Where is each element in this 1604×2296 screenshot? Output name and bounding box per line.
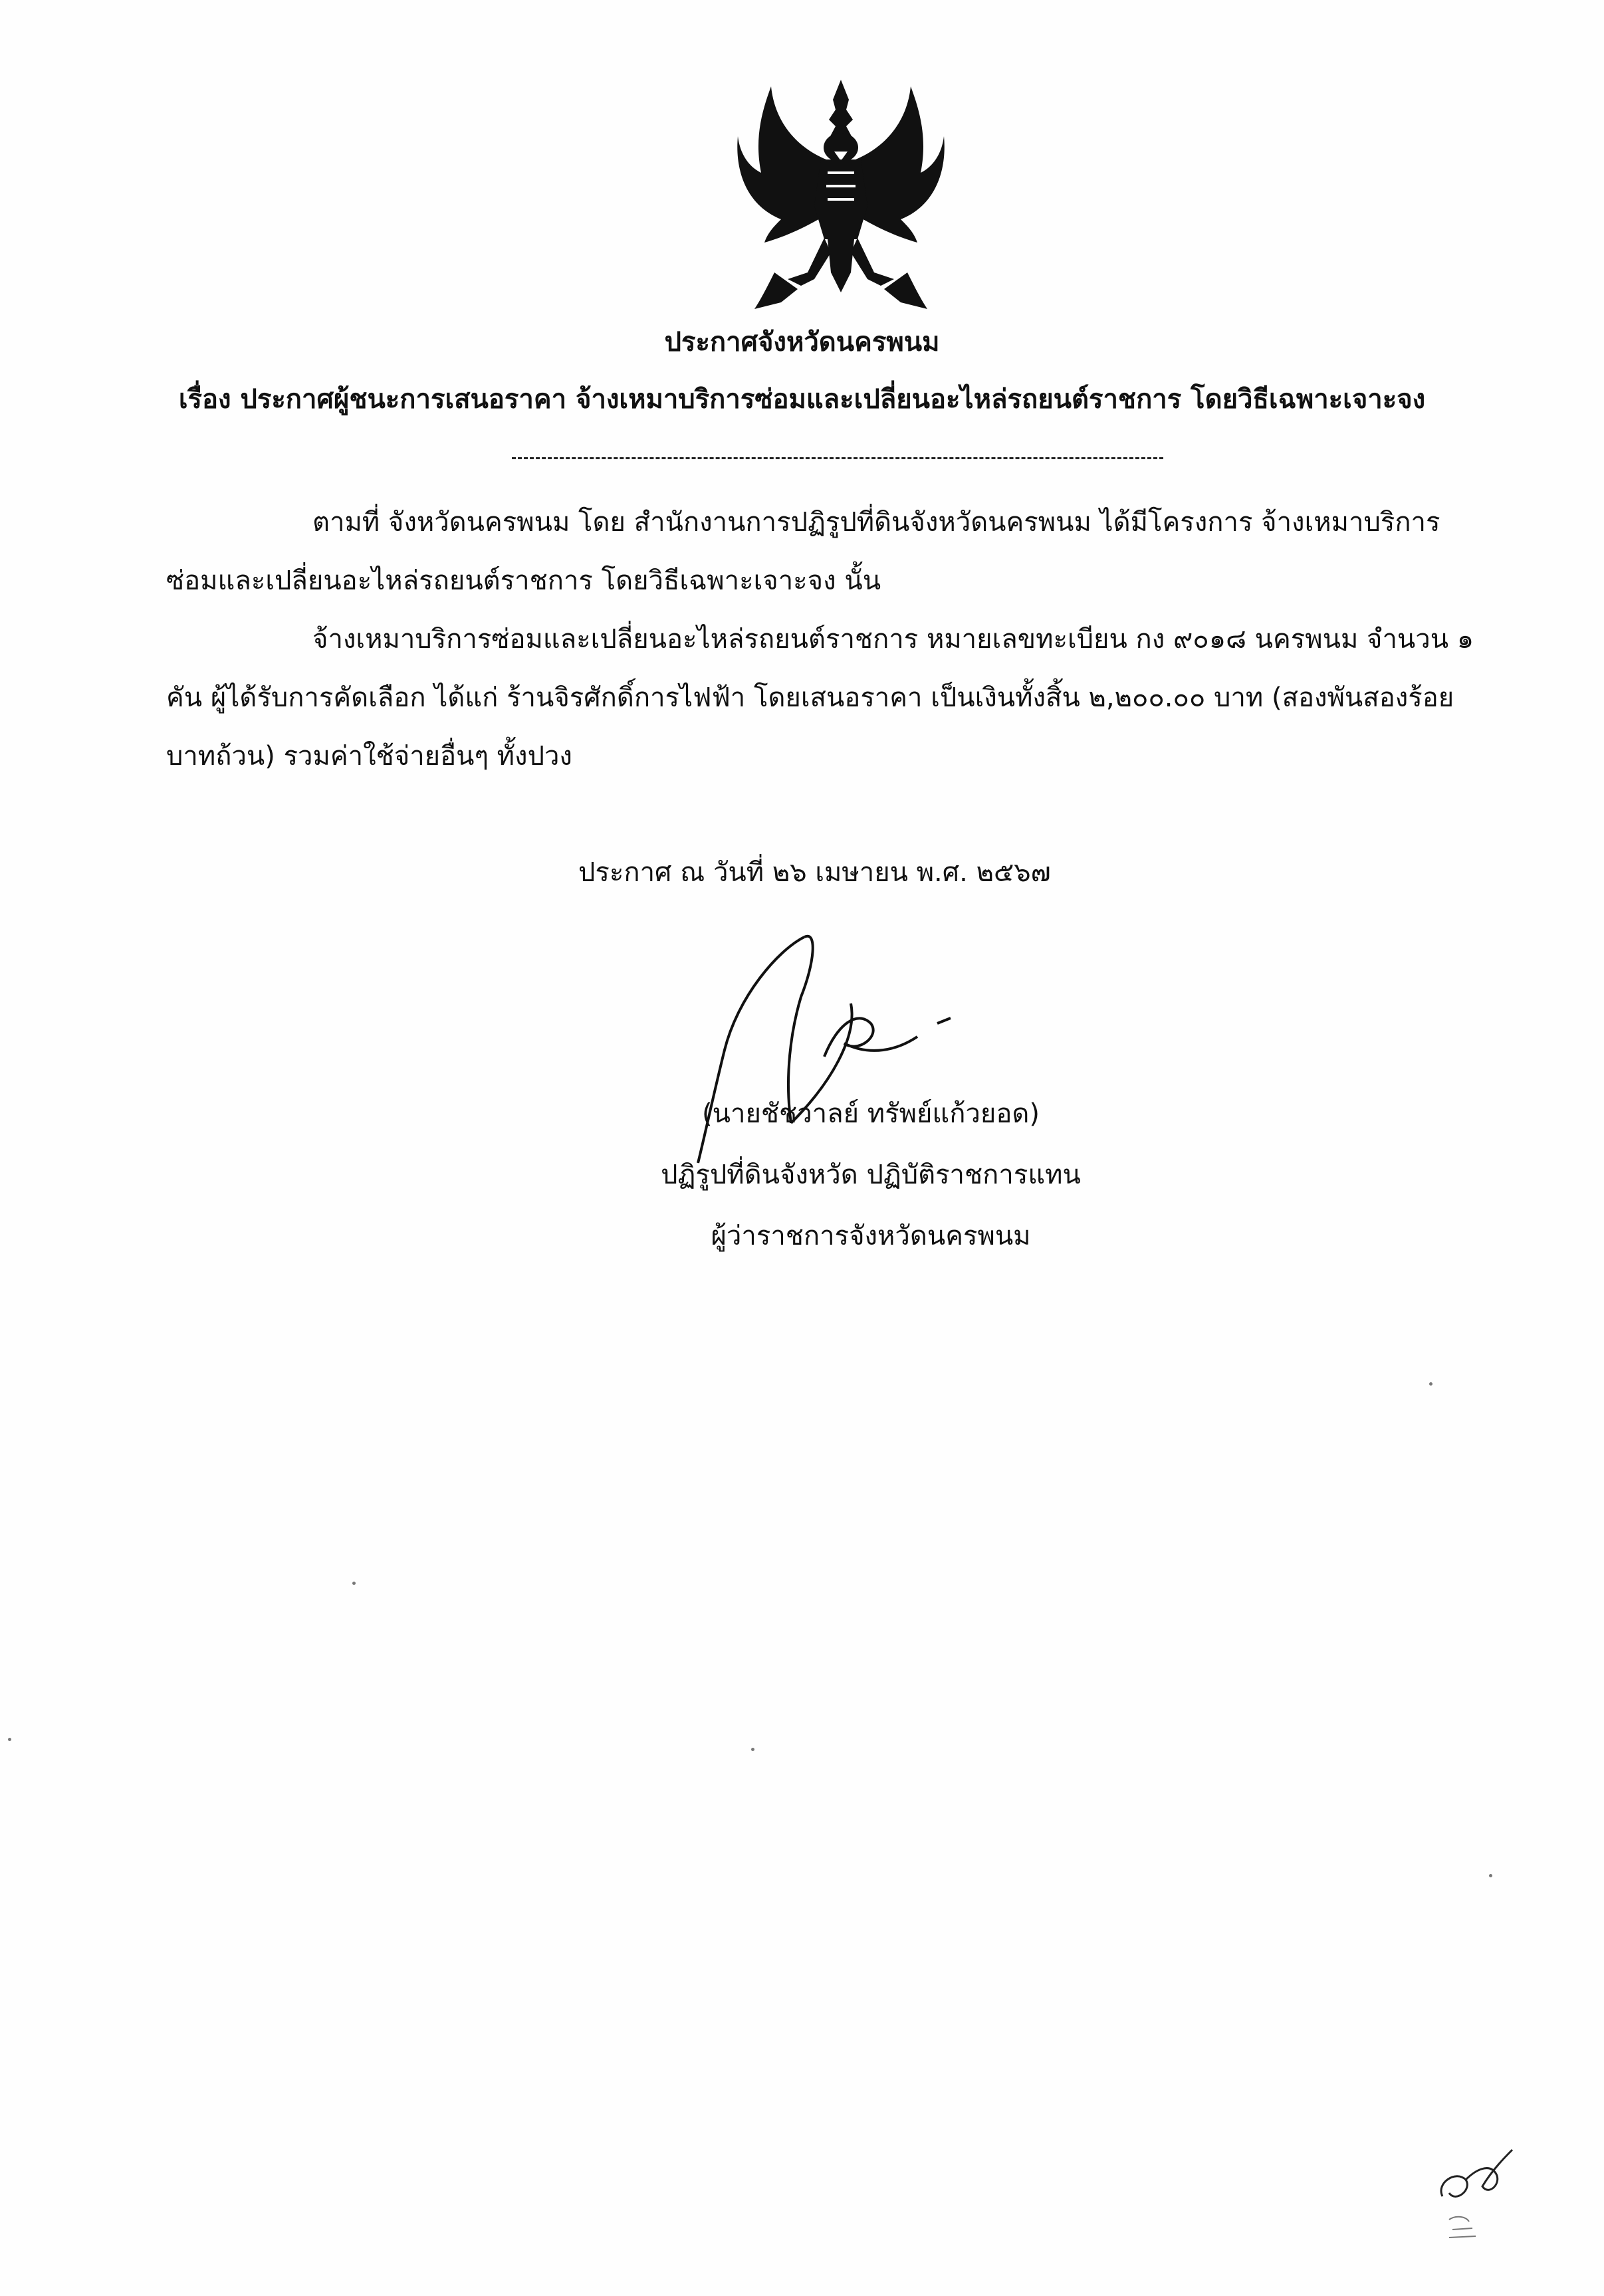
scan-speck (352, 1582, 356, 1585)
document-title: ประกาศจังหวัดนครพนม (664, 327, 940, 358)
announcement-date: ประกาศ ณ วันที่ ๒๖ เมษายน พ.ศ. ๒๕๖๗ (578, 857, 1051, 888)
signature-block (638, 1083, 1103, 1267)
scan-speck (751, 1748, 754, 1751)
garuda-emblem-icon (735, 73, 947, 319)
paragraph-intro (166, 493, 1489, 610)
paragraph-award (166, 610, 1489, 785)
title-divider (512, 457, 1163, 459)
handwritten-initials-icon (1429, 2143, 1522, 2243)
paragraph-award-text: จ้างเหมาบริการซ่อมและเปลี่ยนอะไหล่รถยนต์ราชการ หมายเลขทะเบียน กง ๙๐๑๘ นครพนม จำนวน ๑ คัน ผู้ได้รับการคัดเลือก ได้แก่ ร้านจิรศักดิ์การไฟฟ้า โดยเสนอราคา เป็นเงินทั้งสิ้น ๒,๒๐๐.๐๐ บาท (สองพันสองร้อยบาทถ้วน) รวมค่าใช้จ่ายอื่นๆ ทั้งปวง (166, 624, 1474, 772)
signatory-office: ผู้ว่าราชการจังหวัดนครพนม (711, 1221, 1031, 1251)
paragraph-intro-text: ตามที่ จังหวัดนครพนม โดย สำนักงานการปฏิรูปที่ดินจังหวัดนครพนม ได้มีโครงการ จ้างเหมาบริการซ่อมและเปลี่ยนอะไหล่รถยนต์ราชการ โดยวิธีเฉพาะเจาะจง นั้น (166, 507, 1440, 596)
document-subject: เรื่อง ประกาศผู้ชนะการเสนอราคา จ้างเหมาบริการซ่อมและเปลี่ยนอะไหล่รถยนต์ราชการ โดยวิธีเฉพาะเจาะจง (178, 384, 1426, 415)
scan-speck (8, 1738, 11, 1741)
signatory-position: ปฏิรูปที่ดินจังหวัด ปฏิบัติราชการแทน (661, 1160, 1081, 1190)
scan-speck (1489, 1874, 1492, 1877)
signatory-name: (นายชัชวาลย์ ทรัพย์แก้วยอด) (702, 1098, 1040, 1129)
scan-speck (1429, 1382, 1432, 1386)
